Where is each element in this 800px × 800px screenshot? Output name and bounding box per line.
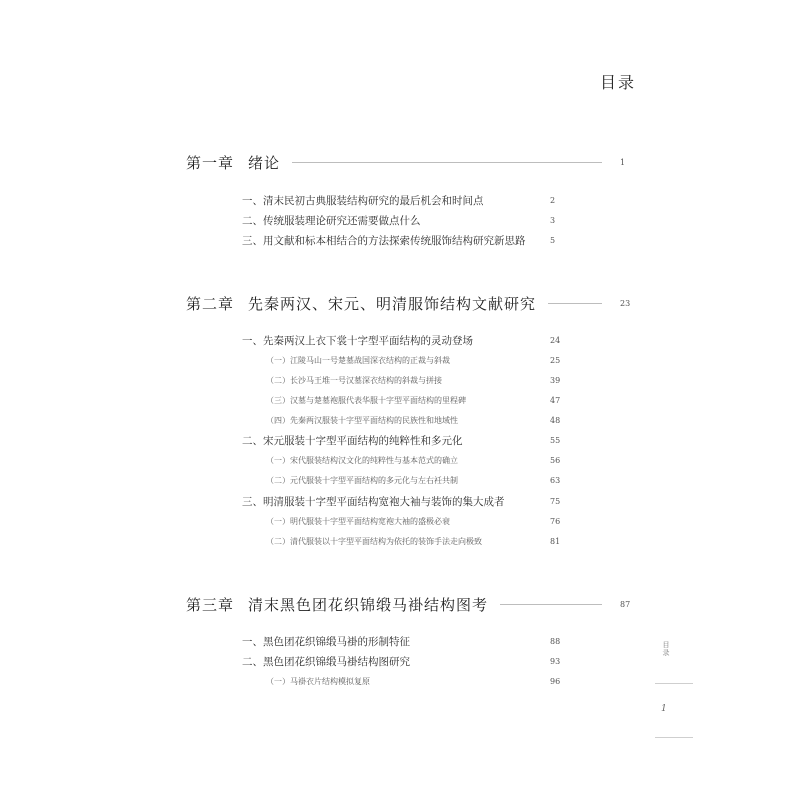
- leader-rule: [500, 604, 602, 605]
- toc-entry[interactable]: [242, 192, 572, 208]
- entry-title: 二、宋元服装十字型平面结构的纯粹性和多元化: [242, 434, 463, 447]
- chapter-heading[interactable]: [186, 593, 634, 615]
- toc-subentry[interactable]: [242, 513, 572, 529]
- entry-title: （二）长沙马王堆一号汉墓深衣结构的斜裁与拼接: [266, 375, 442, 385]
- entry-page-number: 39: [550, 375, 561, 385]
- entry-title: 一、清末民初古典服装结构研究的最后机会和时间点: [242, 194, 484, 207]
- entry-page-number: 3: [550, 215, 556, 225]
- chapter-heading[interactable]: [186, 292, 634, 314]
- entry-title: （二）清代服装以十字型平面结构为依托的装饰手法走向极致: [266, 536, 482, 546]
- entry-page-number: 63: [550, 475, 561, 485]
- chapter-heading[interactable]: [186, 151, 634, 173]
- entry-title: （一）明代服装十字型平面结构宽袍大袖的盛极必衰: [266, 516, 450, 526]
- toc-subentry[interactable]: [242, 452, 572, 468]
- entry-page-number: 81: [550, 536, 561, 546]
- chapter-page-number: 87: [620, 599, 631, 609]
- chapter-page-number: 1: [620, 157, 626, 167]
- chapter-number: 第一章: [186, 153, 235, 172]
- margin-divider: [655, 737, 693, 738]
- toc-subentry[interactable]: [242, 372, 572, 388]
- entry-title: 三、用文献和标本相结合的方法探索传统服饰结构研究新思路: [242, 234, 526, 247]
- toc-subentry[interactable]: [242, 412, 572, 428]
- toc-subentry[interactable]: [242, 392, 572, 408]
- entry-title: 三、明清服装十字型平面结构宽袍大袖与装饰的集大成者: [242, 495, 505, 508]
- entry-page-number: 5: [550, 235, 556, 245]
- toc-entry[interactable]: [242, 232, 572, 248]
- entry-page-number: 47: [550, 395, 561, 405]
- folio-page-number: 1: [661, 704, 667, 714]
- entry-title: 一、先秦两汉上衣下裳十字型平面结构的灵动登场: [242, 334, 473, 347]
- entry-page-number: 96: [550, 676, 561, 686]
- running-head: 目录: [662, 641, 670, 657]
- entry-page-number: 2: [550, 195, 556, 205]
- entry-page-number: 93: [550, 656, 561, 666]
- toc-subentry[interactable]: [242, 673, 572, 689]
- chapter-number: 第二章: [186, 294, 235, 313]
- entry-title: （二）元代服装十字型平面结构的多元化与左右衽共制: [266, 475, 458, 485]
- entry-title: 二、黑色团花织锦缎马褂结构图研究: [242, 655, 410, 668]
- chapter-number: 第三章: [186, 595, 235, 614]
- entry-page-number: 25: [550, 355, 561, 365]
- entry-title: 二、传统服装理论研究还需要做点什么: [242, 214, 421, 227]
- toc-entry[interactable]: [242, 493, 572, 509]
- toc-entry[interactable]: [242, 432, 572, 448]
- toc-subentry[interactable]: [242, 472, 572, 488]
- toc-entry[interactable]: [242, 212, 572, 228]
- leader-rule: [548, 303, 602, 304]
- page-title: 目录: [600, 73, 637, 92]
- entry-title: （一）宋代服装结构汉文化的纯粹性与基本范式的确立: [266, 455, 458, 465]
- toc-subentry[interactable]: [242, 533, 572, 549]
- entry-title: （三）汉墓与楚墓袍服代表华服十字型平面结构的里程碑: [266, 395, 466, 405]
- entry-page-number: 56: [550, 455, 561, 465]
- entry-title: 一、黑色团花织锦缎马褂的形制特征: [242, 635, 410, 648]
- entry-title: （一）马褂衣片结构模拟复原: [266, 676, 370, 686]
- leader-rule: [292, 162, 602, 163]
- chapter-title: 先秦两汉、宋元、明清服饰结构文献研究: [248, 294, 537, 313]
- entry-page-number: 76: [550, 516, 561, 526]
- entry-title: （四）先秦两汉服装十字型平面结构的民族性和地域性: [266, 415, 458, 425]
- entry-page-number: 24: [550, 335, 561, 345]
- chapter-title: 清末黑色团花织锦缎马褂结构图考: [248, 595, 489, 614]
- entry-page-number: 55: [550, 435, 561, 445]
- margin-divider: [655, 683, 693, 684]
- entry-page-number: 48: [550, 415, 561, 425]
- entry-page-number: 75: [550, 496, 561, 506]
- toc-entry[interactable]: [242, 653, 572, 669]
- chapter-title: 绪论: [248, 153, 281, 172]
- chapter-page-number: 23: [620, 298, 631, 308]
- entry-page-number: 88: [550, 636, 561, 646]
- toc-entry[interactable]: [242, 633, 572, 649]
- entry-title: （一）江陵马山一号楚墓战国深衣结构的正裁与斜裁: [266, 355, 450, 365]
- toc-entry[interactable]: [242, 332, 572, 348]
- toc-subentry[interactable]: [242, 352, 572, 368]
